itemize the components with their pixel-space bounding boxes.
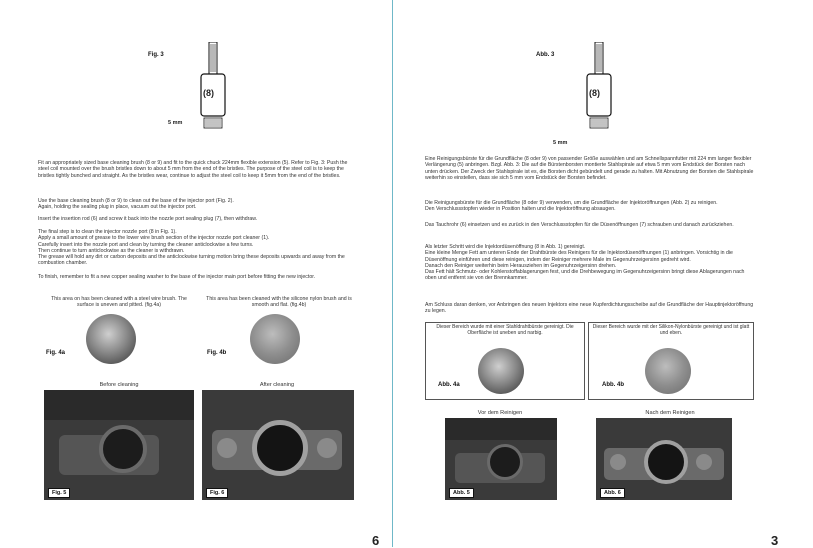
before-cleaning-label: Before cleaning	[99, 382, 139, 388]
left-paragraph-2: Use the base cleaning brush (8 or 9) to clean out the base of the injector port (Fig. 2). Again, holding the sealing plug in place, vacuum out the injector port.	[38, 198, 234, 211]
brush-illustration	[196, 42, 230, 130]
right-paragraph-4: Als letzter Schritt wird die Injektordüsenöffnung (8 in Abb. 1) gereinigt. Eine kleine Menge Fett am unteren Ende der Drahtbürste des Reinigers für die Injektordüsenöffnungen (1) anbringen. Vorsichtig in die Düsenöffnung einführen und diese reinigen, indem der Reiniger mehrere Male im Gegenuhrzeigersinn gedreht wird. Danach den Reiniger weiterhin beim Herausziehen im Gegenuhrzeigersinn drehen. Das Fett hält Schmutz- oder Kohlenstoffablagerungen fest, und die Drehbewegung im Gegenuhrzeigersinn bringt diese Ablagerungen nach oben und entfernt sie von der Brennkammer.	[425, 244, 745, 282]
surface-disc-abb4a	[478, 348, 524, 394]
after-cleaning-label: After cleaning	[259, 382, 295, 388]
fig5-label: Fig. 5	[48, 488, 70, 498]
left-paragraph-3: Insert the insertion rod (6) and screw it back into the nozzle port sealing plug (7), then withdraw.	[38, 216, 258, 222]
fig6-label: Fig. 6	[206, 488, 228, 498]
five-mm-label: 5 mm	[168, 120, 183, 126]
five-mm-label-de: 5 mm	[553, 140, 568, 146]
left-paragraph-5: To finish, remember to fit a new copper sealing washer to the base of the injector main port before fitting the new injector.	[38, 274, 316, 280]
abb4a-label: Abb. 4a	[438, 382, 460, 388]
right-paragraph-2: Die Reinigungsbürste für die Grundfläche (8 oder 9) verwenden, um die Grundfläche der Injektoröffnungen (Abb. 2) zu reinigen. Den Verschlussstopfen wieder in Position halten und die Injektoröffnung absaugen.	[425, 200, 718, 213]
abb4b-label: Abb. 4b	[602, 382, 624, 388]
right-page-number: 3	[771, 533, 779, 548]
fig4b-label: Fig. 4b	[207, 350, 227, 356]
right-paragraph-1: Eine Reinigungsbürste für die Grundfläche (8 oder 9) von passender Größe auswählen und am Schnellspannfutter mit 224 mm langer flexibler Verlängerung (5) anbringen. Bzgl. Abb. 3: Die auf die Bürstenborsten montierte Stahlspirale auf etwa 5 mm vom Endstück der Borsten nach unten drücken. Der Zweck der Stahlspirale ist es, die Borsten dicht gebündelt und gerade zu halten. Mit Abnutzung der Borsten die Stahlspirale weiterhin so einstellen, dass sie sich 5 mm vom Endstück der Borsten befindet.	[425, 156, 754, 181]
abb6-label: Abb. 6	[600, 488, 625, 498]
nach-dem-reinigen-label: Nach dem Reinigen	[645, 410, 695, 416]
surface-disc-abb4b	[645, 348, 691, 394]
right-paragraph-3: Das Tauchrohr (6) einsetzen und es zurück in den Verschlussstopfen für die Düsenöffnungen (7) schrauben und danach zurückziehen.	[425, 222, 734, 228]
left-page-number: 6	[372, 533, 380, 548]
caption-4b: This area has been cleaned with the silicone nylon brush and is smooth and flat. (fig.4b)	[206, 296, 352, 309]
fig3-label: Fig. 3	[148, 52, 164, 58]
surface-disc-4a	[86, 314, 136, 364]
fig4a-label: Fig. 4a	[46, 350, 66, 356]
photo-before-cleaning	[44, 390, 194, 500]
caption-abb4b: Dieser Bereich wurde mit der Silikon-Nylonbürste gereinigt und ist glatt und eben.	[592, 324, 750, 336]
left-paragraph-4: The final step is to clean the injector nozzle port (8 in Fig. 1). Apply a small amount of grease to the lower wire brush section of the injector nozzle port cleaner (1). Carefully insert into the nozzle port and clean by turning the cleaner anticlockwise a few turns. Then continue to turn anticlockwise as the cleaner is withdrawn. The grease will hold any dirt or carbon deposits and the anticlockwise turning motion bring these deposits upwards and away from the combustion chamber.	[38, 229, 345, 267]
vor-dem-reinigen-label: Vor dem Reinigen	[477, 410, 523, 416]
brush-number-label: (8)	[203, 88, 214, 98]
page-divider	[392, 0, 393, 547]
left-paragraph-1: Fit an appropriately sized base cleaning brush (8 or 9) and fit to the quick chuck 224mm flexible extension (5). Refer to Fig. 3: Push the steel coil mounted over the brush bristles down to about 5 mm from the end of the bristles. The purpose of the steel coil is to keep the bristles tightly bunched and straight. As the bristles wear, continue to adjust the steel coil to keep it 5mm from the end of the bristles.	[38, 160, 348, 179]
caption-abb4a: Dieser Bereich wurde mit einer Stahldrahtbürste gereinigt. Die Oberfläche ist uneben und narbig.	[436, 324, 574, 336]
brush-illustration-de	[582, 42, 616, 130]
photo-after-cleaning	[202, 390, 354, 500]
abb3-label: Abb. 3	[536, 52, 555, 58]
right-paragraph-5: Am Schluss daran denken, vor Anbringen des neuen Injektors eine neue Kupferdichtungsscheibe auf die Grundfläche der Hauptinjektoröffnung zu legen.	[425, 302, 754, 315]
surface-disc-4b	[250, 314, 300, 364]
caption-4a: This area on has been cleaned with a steel wire brush. The surface is uneven and pitted. (fig.4a)	[51, 296, 187, 309]
brush-number-label-de: (8)	[589, 88, 600, 98]
abb5-label: Abb. 5	[449, 488, 474, 498]
